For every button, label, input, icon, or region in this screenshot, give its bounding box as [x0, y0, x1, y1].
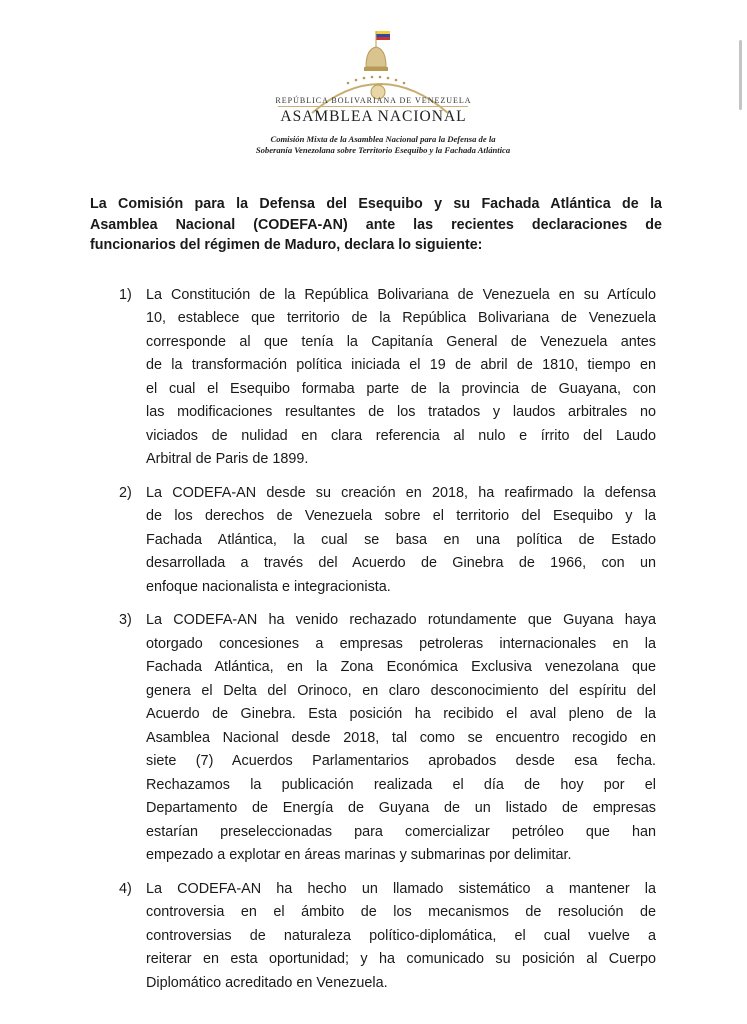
paragraph-line: Rechazamos la publicación realizada el día de hoy por el: [146, 776, 656, 793]
paragraph-line: estarían preseleccionadas para comercializar petróleo que han: [146, 823, 656, 840]
title-line: La Comisión para la Defensa del Esequibo y su Fachada Atlántica de la: [90, 196, 662, 212]
paragraph-line: controversia en el ámbito de los mecanismos de resolución de: [146, 904, 656, 920]
paragraph-line: de los derechos de Venezuela sobre el territorio del Esequibo y la: [146, 508, 656, 524]
declaration-points: [0, 284, 747, 996]
paragraph-line: Acuerdo de Ginebra. Esta posición ha recibido el aval pleno de la: [146, 706, 656, 722]
paragraph-line: La CODEFA-AN ha venido rechazado rotundamente que Guyana haya: [146, 612, 656, 628]
paragraph-line: otorgado concesiones a empresas petroleras internacionales en la: [146, 635, 656, 652]
commission-line: Comisión Mixta de la Asamblea Nacional para la Defensa de la: [270, 134, 496, 144]
paragraph-number: 1): [119, 286, 132, 303]
paragraph-number: 3): [119, 612, 132, 628]
paragraph-line: empezado a explotar en áreas marinas y submarinas por delimitar.: [146, 847, 572, 863]
paragraph-line: Departamento de Energía de Guyana de un listado de empresas: [146, 800, 656, 816]
paragraph-4: [119, 878, 656, 996]
paragraph-number: 4): [119, 880, 132, 897]
paragraph-line: desarrollada a través del Acuerdo de Ginebra de 1966, con un: [146, 555, 656, 571]
paragraph-line: Asamblea Nacional desde 2018, tal como se encuentro recogido en: [146, 729, 656, 746]
paragraph-3: [119, 609, 656, 868]
paragraph-line: viciados de nulidad en clara referencia al nulo e írrito del Laudo: [146, 427, 656, 444]
assembly-name: ASAMBLEA NACIONAL: [280, 108, 467, 125]
commission-line: Soberanía Venezolana sobre Territorio Esequibo y la Fachada Atlántica: [255, 145, 511, 155]
paragraph-line: las modificaciones resultantes de los tratados y laudos arbitrales no: [146, 404, 656, 420]
paragraph-line: enfoque nacionalista e integracionista.: [146, 578, 391, 595]
paragraph-1: [119, 284, 656, 472]
title-line: Asamblea Nacional (CODEFA-AN) ante las recientes declaraciones de: [90, 216, 662, 233]
scrollbar[interactable]: [739, 40, 742, 110]
paragraph-line: reiterar en esta oportunidad; y ha comunicado su posición al Cuerpo: [146, 951, 656, 967]
paragraph-line: La CODEFA-AN ha hecho un llamado sistemático a mantener la: [146, 880, 656, 897]
paragraph-line: Diplomático acreditado en Venezuela.: [146, 974, 388, 991]
paragraph-line: corresponde al que tenía la Capitanía General de Venezuela antes: [146, 333, 656, 350]
paragraph-line: La Constitución de la República Bolivariana de Venezuela en su Artículo: [146, 286, 656, 303]
title-line: funcionarios del régimen de Maduro, declara lo siguiente:: [90, 237, 483, 253]
paragraph-line: Fachada Atlántica, en la Zona Económica Exclusiva venezolana que: [146, 659, 656, 675]
paragraph-line: La CODEFA-AN desde su creación en 2018, ha reafirmado la defensa: [146, 484, 656, 501]
paragraph-line: genera el Delta del Orinoco, en claro desconocimiento del espíritu del: [146, 682, 656, 699]
paragraph-line: el cual el Esequibo formaba parte de la provincia de Guayana, con: [146, 380, 656, 397]
paragraph-line: controversias de naturaleza político-diplomática, el cual vuelve a: [146, 927, 656, 944]
paragraph-line: Fachada Atlántica, la cual se basa en una política de Estado: [146, 531, 656, 548]
republic-name: REPÚBLICA BOLIVARIANA DE VENEZUELA: [275, 96, 472, 105]
paragraph-2: [119, 482, 656, 600]
paragraph-line: siete (7) Acuerdos Parlamentarios aprobados desde esa fecha.: [146, 753, 656, 769]
declaration-title: [90, 194, 662, 256]
paragraph-number: 2): [119, 484, 132, 501]
paragraph-line: de la transformación política iniciada el 19 de abril de 1810, tiempo en: [146, 357, 656, 373]
paragraph-line: 10, establece que territorio de la República Bolivariana de Venezuela: [146, 310, 656, 326]
paragraph-line: Arbitral de Paris de 1899.: [146, 451, 309, 467]
